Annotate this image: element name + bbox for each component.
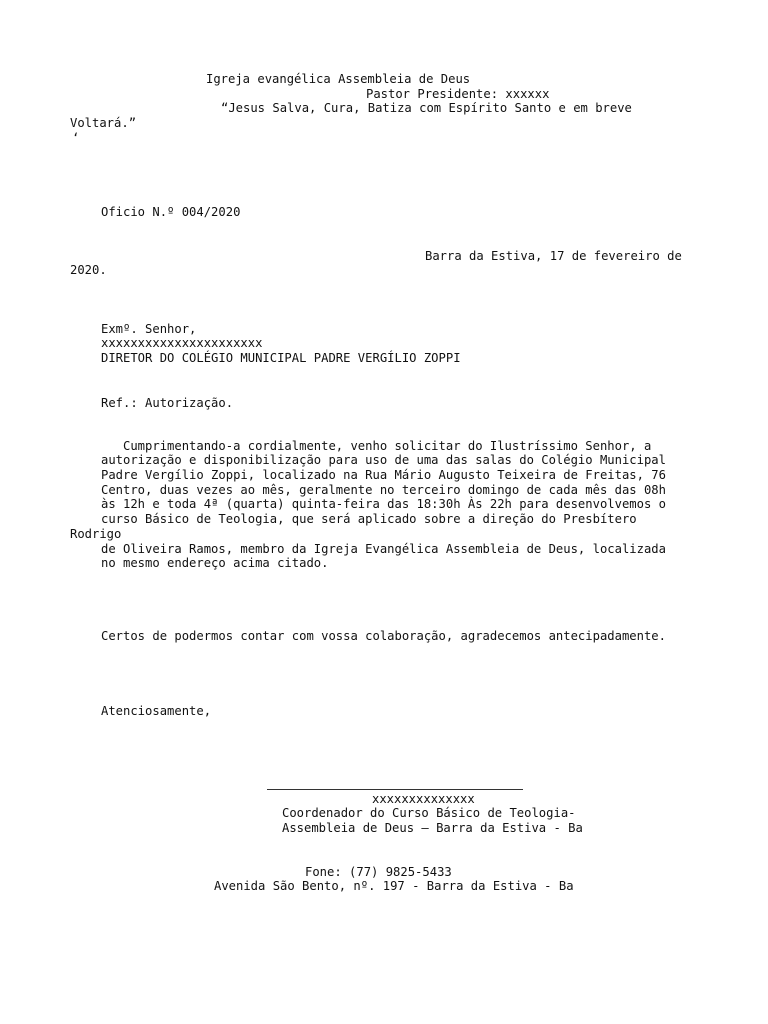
body-line: Centro, duas vezes ao mês, geralmente no terceiro domingo de cada mês das 08h — [101, 483, 666, 497]
date-line-1: Barra da Estiva, 17 de fevereiro de — [425, 249, 682, 263]
body-line: Cumprimentando-a cordialmente, venho solicitar do Ilustríssimo Senhor, a — [101, 439, 652, 453]
body-line: Rodrigo — [70, 527, 122, 541]
reference-line: Ref.: Autorização. — [101, 396, 234, 410]
closing-line: Atenciosamente, — [101, 704, 212, 718]
body-line: Padre Vergílio Zoppi, localizado na Rua Mário Augusto Teixeira de Freitas, 76 — [101, 468, 666, 482]
motto-line-1: “Jesus Salva, Cura, Batiza com Espírito Santo e em breve — [221, 101, 632, 115]
church-name: Igreja evangélica Assembleia de Deus — [206, 72, 471, 86]
recipient-name: xxxxxxxxxxxxxxxxxxxxxx — [101, 336, 263, 350]
body-line: às 12h e toda 4ª (quarta) quinta-feira das 18:30h Às 22h para desenvolvemos o — [101, 497, 666, 511]
body-line: no mesmo endereço acima citado. — [101, 556, 329, 570]
oficio-number: Oficio N.º 004/2020 — [101, 205, 241, 219]
footer-phone: Fone: (77) 9825-5433 — [305, 865, 452, 879]
pastor-line: Pastor Presidente: xxxxxx — [366, 87, 550, 101]
thanks-line: Certos de podermos contar com vossa colaboração, agradecemos antecipadamente. — [101, 629, 666, 643]
body-line: curso Básico de Teologia, que será aplicado sobre a direção do Presbítero — [101, 512, 637, 526]
stray-mark: ‘ — [72, 131, 80, 145]
signature-line — [267, 789, 523, 790]
signature-role-2: Assembleia de Deus – Barra da Estiva - Ba — [282, 821, 583, 835]
motto-line-2: Voltará.” — [70, 116, 137, 130]
recipient-salutation: Exmº. Senhor, — [101, 322, 197, 336]
signature-role-1: Coordenador do Curso Básico de Teologia- — [282, 806, 576, 820]
footer-address: Avenida São Bento, nº. 197 - Barra da Estiva - Ba — [214, 879, 574, 893]
date-line-2: 2020. — [70, 263, 107, 277]
recipient-title: DIRETOR DO COLÉGIO MUNICIPAL PADRE VERGÍLIO ZOPPI — [101, 351, 461, 365]
body-line: de Oliveira Ramos, membro da Igreja Evangélica Assembleia de Deus, localizada — [101, 542, 666, 556]
body-line: autorização e disponibilização para uso de uma das salas do Colégio Municipal — [101, 453, 666, 467]
signature-name: xxxxxxxxxxxxxx — [372, 792, 475, 806]
